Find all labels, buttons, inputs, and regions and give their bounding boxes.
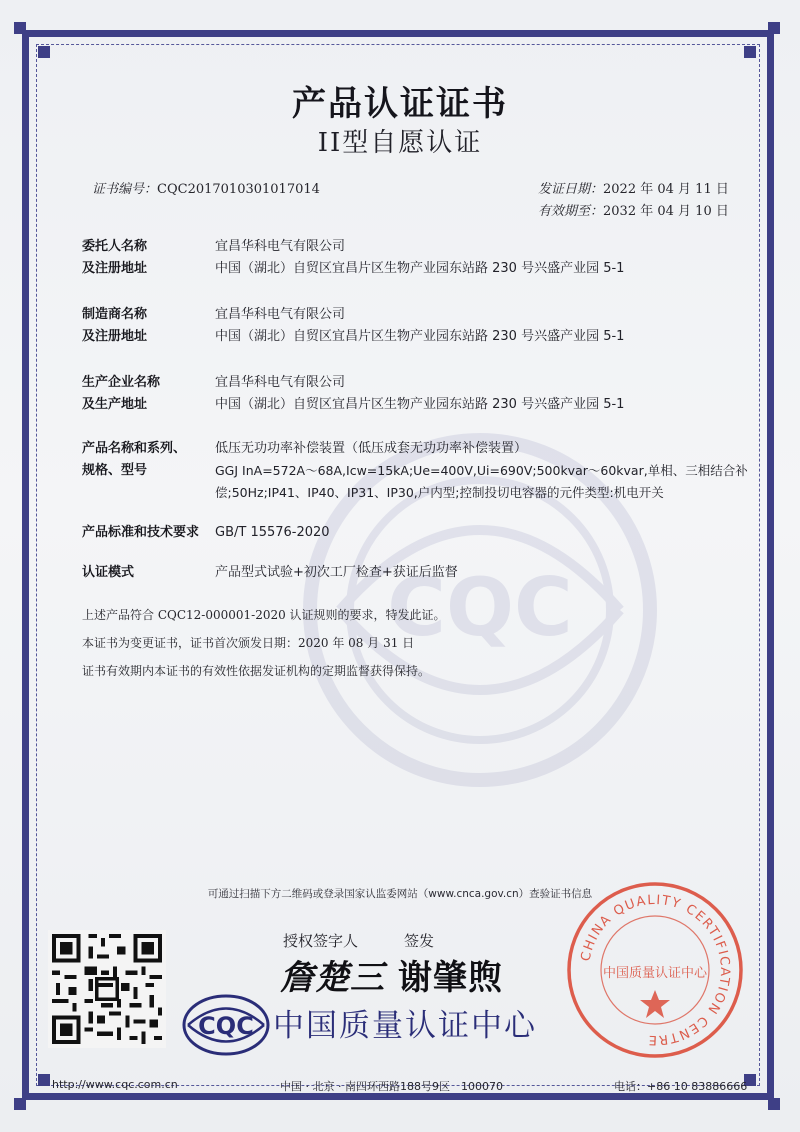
verify-notice: 可通过扫描下方二维码或登录国家认监委网站（www.cnca.gov.cn）查验证书信息 bbox=[207, 888, 593, 900]
statement-2: 本证书为变更证书，证书首次颁发日期：2020 年 08 月 31 日 bbox=[82, 636, 415, 650]
statement-1: 上述产品符合 CQC12-000001-2020 认证规则的要求，特发此证。 bbox=[82, 608, 446, 622]
issue-date-value: 2022 年 04 月 11 日 bbox=[603, 182, 729, 197]
corner-ornament bbox=[38, 46, 50, 58]
organization-name: 中国质量认证中心 bbox=[273, 1008, 537, 1044]
expiry-date bbox=[538, 200, 729, 219]
expiry-date-label: 有效期至： bbox=[538, 204, 604, 219]
manufacturer-label-2: 及注册地址 bbox=[82, 329, 148, 344]
standard-label: 产品标准和技术要求 bbox=[82, 525, 200, 540]
authorized-signatory-label: 授权签字人 bbox=[283, 932, 359, 950]
manufacturer-section bbox=[82, 304, 742, 348]
certificate-title: 产品认证证书 bbox=[292, 84, 508, 124]
factory-label-1: 生产企业名称 bbox=[82, 375, 161, 390]
corner-ornament bbox=[768, 22, 780, 34]
product-label-1: 产品名称和系列、 bbox=[82, 441, 187, 456]
cqc-logo bbox=[182, 994, 270, 1056]
mode-value: 产品型式试验+初次工厂检查+获证后监督 bbox=[215, 565, 458, 580]
factory-label-2: 及生产地址 bbox=[82, 397, 148, 412]
corner-ornament bbox=[14, 1098, 26, 1110]
issuer-label: 签发 bbox=[404, 932, 435, 950]
seal-star-icon bbox=[640, 990, 670, 1018]
mode-section bbox=[82, 562, 742, 584]
factory-name: 宜昌华科电气有限公司 bbox=[215, 375, 346, 390]
client-label-1: 委托人名称 bbox=[82, 239, 148, 254]
corner-ornament bbox=[768, 1098, 780, 1110]
watermark-text: CQC bbox=[387, 561, 573, 654]
authorized-signature: 詹楚三 bbox=[280, 958, 385, 998]
issue-date bbox=[538, 178, 729, 197]
seal-text-en: CHINA QUALITY CERTIFICATION CENTRE bbox=[578, 892, 733, 1048]
product-spec-line-2: 偿;50Hz;IP41、IP40、IP31、IP30,户内型;控制投切电容器的元件类型:机电开关 bbox=[215, 485, 664, 500]
corner-ornament bbox=[38, 1074, 50, 1086]
mode-label: 认证模式 bbox=[82, 565, 135, 580]
footer-phone: 电话：+86 10 83886666 bbox=[614, 1080, 748, 1093]
cert-number bbox=[92, 178, 320, 197]
client-label-2: 及注册地址 bbox=[82, 261, 148, 276]
official-seal bbox=[565, 880, 745, 1060]
standard-value: GB/T 15576-2020 bbox=[215, 525, 330, 540]
statement-3: 证书有效期内本证书的有效性依据发证机构的定期监督获得保持。 bbox=[82, 664, 431, 678]
factory-section bbox=[82, 372, 742, 416]
client-section bbox=[82, 236, 742, 280]
footer-website[interactable]: http://www.cqc.com.cn bbox=[52, 1078, 178, 1091]
cert-number-value: CQC2017010301017014 bbox=[157, 182, 320, 197]
expiry-date-value: 2032 年 04 月 10 日 bbox=[603, 204, 729, 219]
manufacturer-label-1: 制造商名称 bbox=[82, 307, 148, 322]
certificate-subtitle: II型自愿认证 bbox=[317, 128, 483, 158]
seal-text-cn: 中国质量认证中心 bbox=[602, 966, 708, 981]
product-section bbox=[82, 438, 748, 504]
manufacturer-name: 宜昌华科电气有限公司 bbox=[215, 307, 346, 322]
factory-address: 中国（湖北）自贸区宜昌片区生物产业园东站路 230 号兴盛产业园 5-1 bbox=[215, 397, 625, 412]
corner-ornament bbox=[744, 46, 756, 58]
standard-section bbox=[82, 522, 742, 544]
product-name: 低压无功功率补偿装置（低压成套无功功率补偿装置） bbox=[215, 441, 528, 456]
product-label-2: 规格、型号 bbox=[82, 463, 148, 478]
footer-address: 中国 · 北京 · 南四环西路188号9区 100070 bbox=[280, 1080, 503, 1093]
verification-qr-code[interactable] bbox=[48, 930, 166, 1048]
product-spec-line-1: GGJ InA=572A～68A,Icw=15kA;Ue=400V,Ui=690V;500kvar～60kvar,单相、三相结合补 bbox=[215, 463, 748, 478]
client-address: 中国（湖北）自贸区宜昌片区生物产业园东站路 230 号兴盛产业园 5-1 bbox=[215, 261, 625, 276]
manufacturer-address: 中国（湖北）自贸区宜昌片区生物产业园东站路 230 号兴盛产业园 5-1 bbox=[215, 329, 625, 344]
client-name: 宜昌华科电气有限公司 bbox=[215, 239, 346, 254]
cert-number-label: 证书编号： bbox=[92, 182, 158, 197]
cqc-logo-text: CQC bbox=[198, 1012, 254, 1040]
issuer-signature: 谢肇煦 bbox=[398, 958, 503, 998]
issue-date-label: 发证日期： bbox=[538, 182, 604, 197]
corner-ornament bbox=[14, 22, 26, 34]
